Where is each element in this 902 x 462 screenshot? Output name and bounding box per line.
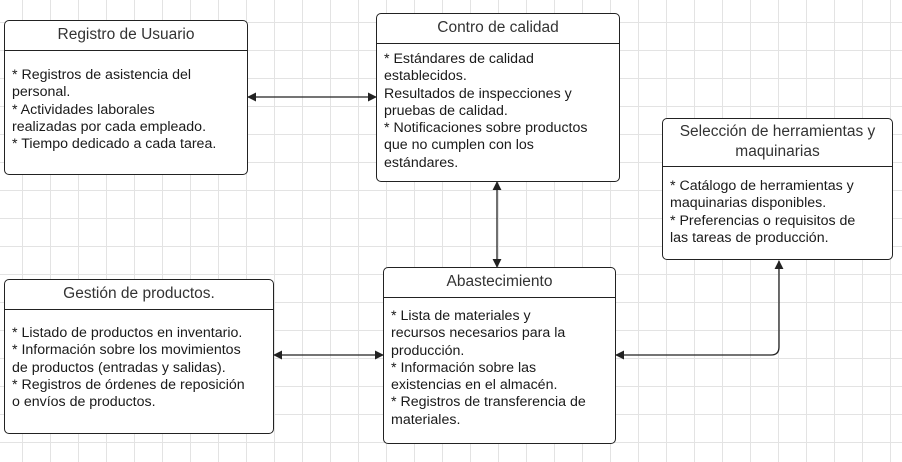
node-text-line: realizadas por cada empleado.	[12, 118, 207, 135]
node-text-line: * Tiempo dedicado a cada tarea.	[12, 136, 217, 153]
node-title-line: maquinarias	[735, 143, 820, 160]
node-title: Registro de Usuario	[5, 21, 247, 51]
node-text-line: * Información sobre las	[391, 359, 537, 376]
node-text-line: * Actividades laborales	[12, 101, 155, 118]
node-text-line: estándares.	[384, 154, 459, 171]
node-text-line: * Listado de productos en inventario.	[12, 325, 243, 341]
node-gestion-productos[interactable]	[4, 279, 274, 434]
node-text-line: Resultados de inspecciones y	[384, 85, 572, 102]
node-text-line: materiales.	[391, 411, 461, 428]
node-body	[663, 167, 892, 247]
node-title: Gestión de productos.	[5, 280, 273, 310]
node-title: Abastecimiento	[384, 268, 615, 298]
node-body	[5, 310, 273, 411]
node-text-line: pruebas de calidad.	[384, 102, 508, 119]
edge-abastecimiento-herramientas	[616, 261, 779, 355]
node-text-line: de productos (entradas y salidas).	[12, 359, 226, 376]
node-seleccion-herramientas[interactable]	[662, 118, 893, 260]
node-text-line: * Preferencias o requisitos de	[670, 212, 856, 229]
node-title: Contro de calidad	[377, 14, 619, 44]
node-text-line: * Lista de materiales y	[391, 308, 531, 324]
node-text-line: * Información sobre los movimientos	[12, 342, 241, 359]
node-title	[663, 119, 892, 167]
node-body	[377, 44, 619, 172]
node-abastecimiento[interactable]	[383, 267, 616, 444]
node-text-line: * Registros de asistencia del	[12, 67, 192, 83]
node-text-line: existencias en el almacén.	[391, 377, 558, 394]
node-body	[384, 298, 615, 429]
node-text-line: personal.	[12, 84, 71, 101]
node-text-line: que no cumplen con los	[384, 137, 534, 154]
node-text-line: * Notificaciones sobre productos	[384, 120, 588, 137]
node-text-line: * Estándares de calidad	[384, 51, 534, 67]
node-control-calidad[interactable]	[376, 13, 620, 182]
node-text-line: recursos necesarios para la	[391, 325, 566, 342]
node-text-line: maquinarias disponibles.	[670, 195, 827, 212]
node-registro-usuario[interactable]	[4, 20, 248, 175]
node-title-line: Selección de herramientas y	[679, 123, 876, 140]
node-text-line: producción.	[391, 342, 465, 359]
node-body	[5, 51, 247, 153]
node-text-line: * Catálogo de herramientas y	[670, 178, 854, 194]
node-text-line: establecidos.	[384, 68, 467, 85]
node-text-line: o envíos de productos.	[12, 394, 156, 411]
node-text-line: * Registros de órdenes de reposición	[12, 376, 245, 393]
node-text-line: las tareas de producción.	[670, 229, 829, 246]
node-text-line: * Registros de transferencia de	[391, 394, 586, 411]
